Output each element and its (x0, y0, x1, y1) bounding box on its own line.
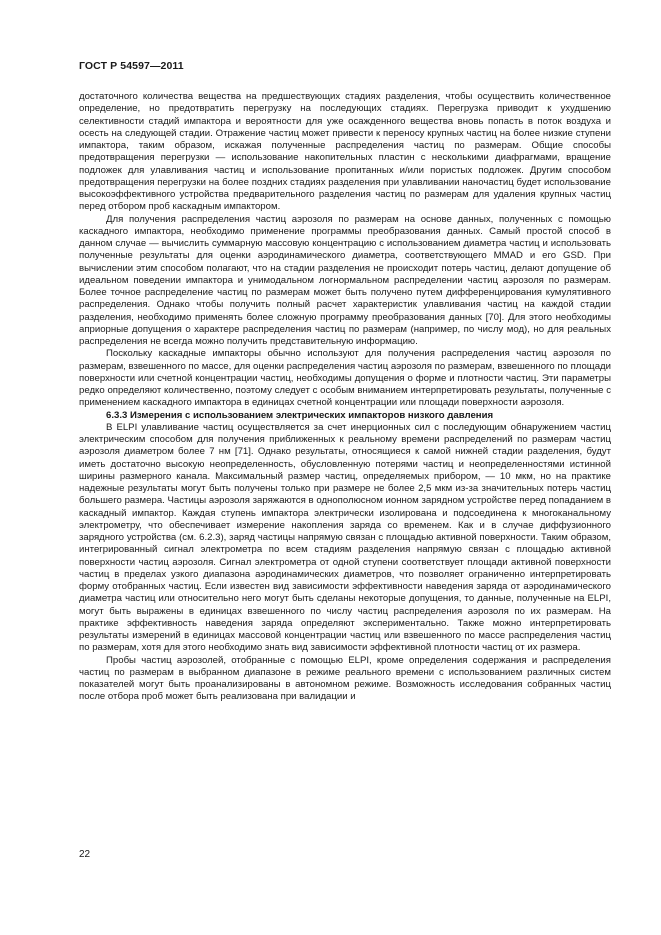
document-body (79, 91, 611, 704)
paragraph-continuation: достаточного количества вещества на предшествующих стадиях разделения, чтобы осуществить количественное определение, но предотвратить перегрузку на последующих стадиях. Перегрузка приводит к ухудшению селективности стадий импактора и вероятности для уже осажденного вещества вновь попасть в поток воздуха и осесть на следующей стадии. Отражение частиц может привести к переносу крупных частиц на более низкие ступени импактора, таким образом, искажая полученные распределения частиц по размерам. Общие способы предотвращения перегрузки — использование накопительных пластин с несколькими диафрагмами, вращение подложек для улавливания частиц и использование пропитанных и/или пористых подложек. Другим способом предотвращения перегрузки на более поздних стадиях разделения при улавливании наночастиц будет использование высокоэффективного устройства предварительного разделения частиц по размерам для удаления крупных частиц перед отбором проб каскадным импактором. (79, 91, 611, 213)
paragraph: Для получения распределения частиц аэрозоля по размерам на основе данных, полученных с помощью каскадного импактора, необходимо применение программы преобразования данных. Самый простой способ в данном случае — вычислить суммарную массовую концентрацию с использованием диаметра частиц и использовать полученные результаты для оценки аэродинамического диаметра, соответствующего MMAD и его GSD. При вычислении этим способом полагают, что на стадии разделения не происходит потерь частиц, делают допущение об идеальном поведении импактора и унимодальном логнормальном распределении частиц аэрозоля по размерам. Более точное распределение частиц по размерам может быть получено путем дифференцирования кумулятивного распределения. Однако чтобы получить полный расчет характеристик улавливания частиц на каждой стадии разделения, необходимо применять более сложную программу преобразования данных [70]. Для этого необходимы априорные допущения о характере распределения частиц по размерам (например, по числу мод), но для реальных распределения не всегда можно получить представительную информацию. (79, 213, 611, 347)
page-number: 22 (79, 849, 91, 860)
paragraph: В ELPI улавливание частиц осуществляется за счет инерционных сил с последующим обнаружением частиц электрическим способом для получения приближенных к реальному времени распределений по размерам частиц аэрозоля диаметром более 7 нм [71]. Однако результаты, относящиеся к самой нижней стадии разделения, будут иметь достаточно высокую неопределенность, обусловленную потерями частиц и неопределенностями истинной ширины размерного канала. Максимальный размер частиц, определяемых прибором, — 10 мкм, но на практике надежные результаты могут быть получены только при размере не более 2,5 мкм из-за значительных потерь частиц большего размера. Частицы аэрозоля заряжаются в однополюсном ионном зарядном устройстве перед попаданием в каскадный импактор. Каждая ступень импактора электрически изолирована и подсоединена к многоканальному электрометру, что обеспечивает измерение накопления заряда со временем. Как и в случае диффузионного зарядного устройства (см. 6.2.3), заряд частицы напрямую связан с площадью активной поверхности. Таким образом, интегрированный сигнал электрометра по всем стадиям разделения напрямую связан с площадью активной поверхности частиц аэрозоля. Сигнал электрометра от одной ступени соответствует площади активной поверхности частиц в пределах узкого диапазона аэродинамических диаметров, что позволяет ограниченно интерпретировать форму отобранных частиц. Если известен вид зависимости эффективности наведения заряда от аэродинамического диаметра частиц или относительно него могут быть сделаны некоторые допущения, то данные, полученные на ELPI, могут быть выражены в единицах взвешенного по числу частиц распределения аэрозоля по их размерам. На практике эффективность наведения заряда определяют экспериментально. Также можно интерпретировать результаты измерений в единицах массовой концентрации частиц или взвешенного по массе распределения частиц по размерам, хотя для этого необходимо знать вид зависимости эффективной плотности частиц от их размера. (79, 421, 611, 654)
paragraph: Поскольку каскадные импакторы обычно используют для получения распределения частиц аэрозоля по размерам, взвешенного по массе, для оценки распределения частиц аэрозоля по размерам, взвешенного по площади поверхности или счетной концентрации частиц, необходимы допущения о форме и плотности частиц. Эти параметры редко определяют количественно, поэтому следует с особым вниманием интерпретировать результаты, полученные с применением каскадного импактора в единицах счетной концентрации или площади поверхности аэрозоля. (79, 348, 611, 409)
standard-header: ГОСТ Р 54597—2011 (79, 60, 184, 72)
section-heading: 6.3.3 Измерения с использованием электрических импакторов низкого давления (106, 409, 494, 421)
paragraph: Пробы частиц аэрозолей, отобранные с помощью ELPI, кроме определения содержания и распределения частиц по размерам в выбранном диапазоне в режиме реального времени с использованием различных систем показателей могут быть проанализированы в автономном режиме. Возможность исследования собранных частиц после отбора проб может быть реализована при валидации и (79, 654, 611, 703)
